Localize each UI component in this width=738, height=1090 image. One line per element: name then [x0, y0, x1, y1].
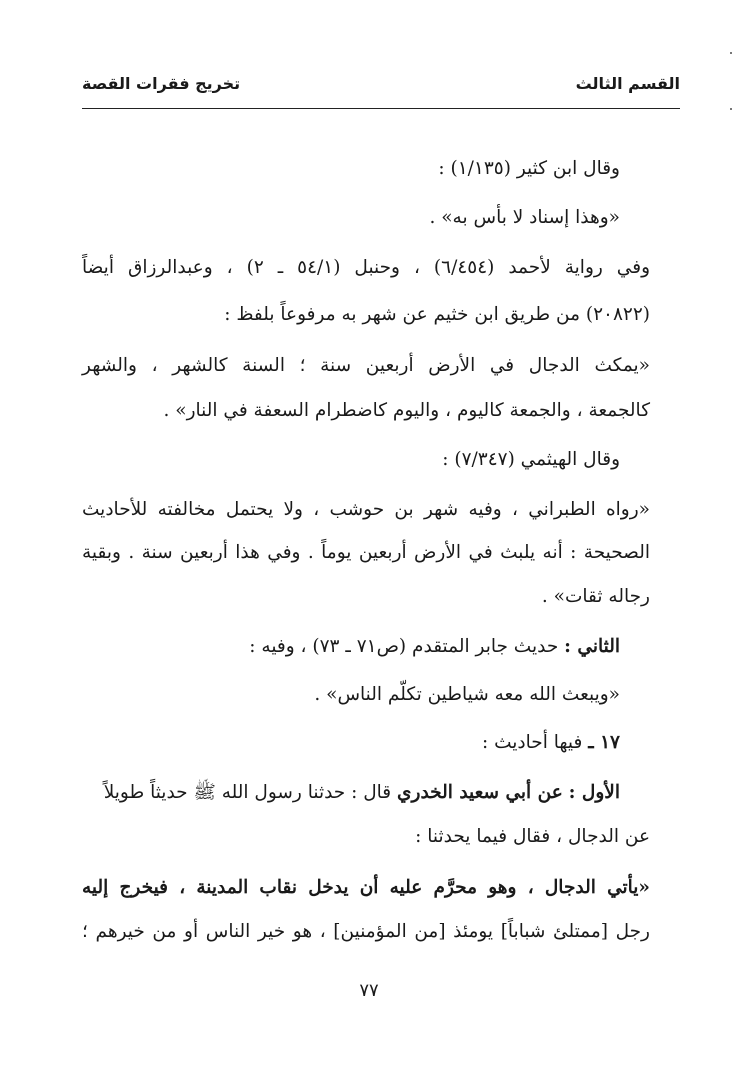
running-header: [82, 68, 680, 109]
text-line: رجل [ممتلئ شباباً] يومئذ [من المؤمنين] ، هو خير الناس أو من خيرهم ؛: [82, 921, 650, 942]
margin-mark: [730, 108, 732, 110]
text-line: [82, 728, 650, 760]
text-span: قال : حدثنا رسول الله ﷺ حديثاً طويلاً: [103, 782, 392, 803]
text-span: فيها أحاديث :: [482, 732, 583, 753]
page-number: ٧٧: [359, 980, 379, 1001]
text-line: كالجمعة ، والجمعة كاليوم ، واليوم كاضطرام السعفة في النار» .: [163, 400, 650, 421]
section-title: القسم الثالث: [575, 74, 680, 93]
text-line: وقال ابن كثير (١/١٣٥) :: [438, 158, 620, 179]
text-line: وفي رواية لأحمد (٦/٤٥٤) ، وحنبل (٥٤/١ ـ ٢) ، وعبدالرزاق أيضاً: [82, 257, 651, 278]
text-line: وقال الهيثمي (٧/٣٤٧) :: [442, 449, 620, 470]
text-line: [82, 632, 650, 664]
ordinal-label: الأول :: [568, 782, 620, 803]
text-line: (٢٠٨٢٢) من طريق ابن خثيم عن شهر به مرفوعاً بلفظ :: [224, 304, 650, 325]
narrator-name: عن أبي سعيد الخدري: [397, 782, 563, 803]
text-line: الصحيحة : أنه يلبث في الأرض أربعين يوماً . وفي هذا أربعين سنة . وبقية: [82, 542, 650, 563]
item-number: ١٧ ـ: [588, 732, 620, 753]
text-line: رجاله ثقات» .: [541, 586, 650, 607]
text-line: [82, 778, 650, 810]
margin-mark: [730, 52, 732, 54]
text-line: «رواه الطبراني ، وفيه شهر بن حوشب ، ولا يحتمل مخالفته للأحاديث: [82, 499, 650, 520]
text-span: حديث جابر المتقدم (ص٧١ ـ ٧٣) ، وفيه :: [249, 636, 559, 657]
ordinal-label: الثاني :: [564, 636, 620, 657]
text-line: عن الدجال ، فقال فيما يحدثنا :: [415, 826, 650, 847]
text-line: «يأتي الدجال ، وهو محرَّم عليه أن يدخل نقاب المدينة ، فيخرج إليه: [82, 877, 650, 898]
text-line: «يمكث الدجال في الأرض أربعين سنة ؛ السنة كالشهر ، والشهر: [82, 355, 650, 376]
text-line: «وهذا إسناد لا بأس به» .: [429, 207, 620, 228]
chapter-title: تخريج فقرات القصة: [82, 74, 241, 93]
text-line: «ويبعث الله معه شياطين تكلّم الناس» .: [314, 684, 620, 705]
